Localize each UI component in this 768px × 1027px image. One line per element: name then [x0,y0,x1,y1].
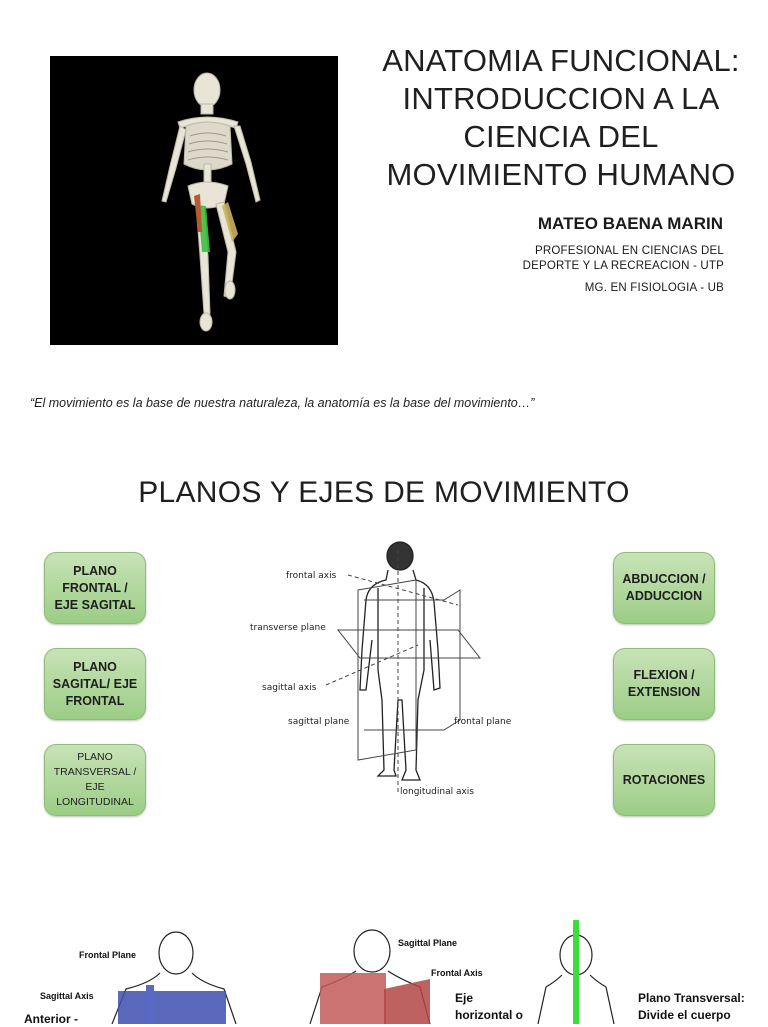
fig2-caption-line1: Eje [455,991,474,1005]
section-title: PLANOS Y EJES DE MOVIMIENTO [138,476,630,509]
plano-frontal-button[interactable]: PLANO FRONTAL / EJE SAGITAL [44,552,146,624]
label-sagittal-plane: sagittal plane [288,717,350,727]
fig2-caption-line2: horizontal o [455,1008,523,1022]
skeleton-image [50,56,338,345]
label-longitudinal-axis: longitudinal axis [400,787,474,797]
rotaciones-button[interactable]: ROTACIONES [613,744,715,816]
plano-transversal-button[interactable]: PLANO TRANSVERSAL / EJE LONGITUDINAL [44,744,146,816]
label-frontal-axis: frontal axis [286,571,337,581]
label-transverse-plane: transverse plane [250,623,326,633]
fig2-frontal-axis-label: Frontal Axis [431,968,483,978]
planes-figures-strip [0,915,768,1024]
plano-sagital-button[interactable]: PLANO SAGITAL/ EJE FRONTAL [44,648,146,720]
skeleton-illustration [50,56,338,345]
label-frontal-plane: frontal plane [454,717,512,727]
author-name: MATEO BAENA MARIN [537,214,723,233]
author-credential-masters: MG. EN FISIOLOGIA - UB [584,282,724,294]
label-sagittal-axis: sagittal axis [262,683,317,693]
fig2-sagittal-plane-label: Sagittal Plane [398,938,458,948]
quote-text: “El movimiento es la base de nuestra naturaleza, la anatomía es la base del movimiento…” [30,396,535,410]
planes-axes-diagram [248,540,528,805]
abduccion-adduccion-button[interactable]: ABDUCCION / ADDUCCION [613,552,715,624]
fig3-caption-line2: Divide el cuerpo [638,1008,731,1022]
fig3-caption-line1: Plano Transversal: [638,991,745,1005]
presentation-title: ANATOMIA FUNCIONAL: INTRODUCCION A LA CIENCIA DEL MOVIMIENTO HUMANO [382,43,740,192]
fig1-frontal-plane-label: Frontal Plane [79,950,137,960]
flexion-extension-button[interactable]: FLEXION / EXTENSION [613,648,715,720]
fig1-sagittal-axis-label: Sagittal Axis [40,991,94,1001]
fig1-caption: Anterior - [24,1012,78,1026]
author-credential-degree: PROFESIONAL EN CIENCIAS DEL DEPORTE Y LA RECREACION - UTP [522,245,724,272]
